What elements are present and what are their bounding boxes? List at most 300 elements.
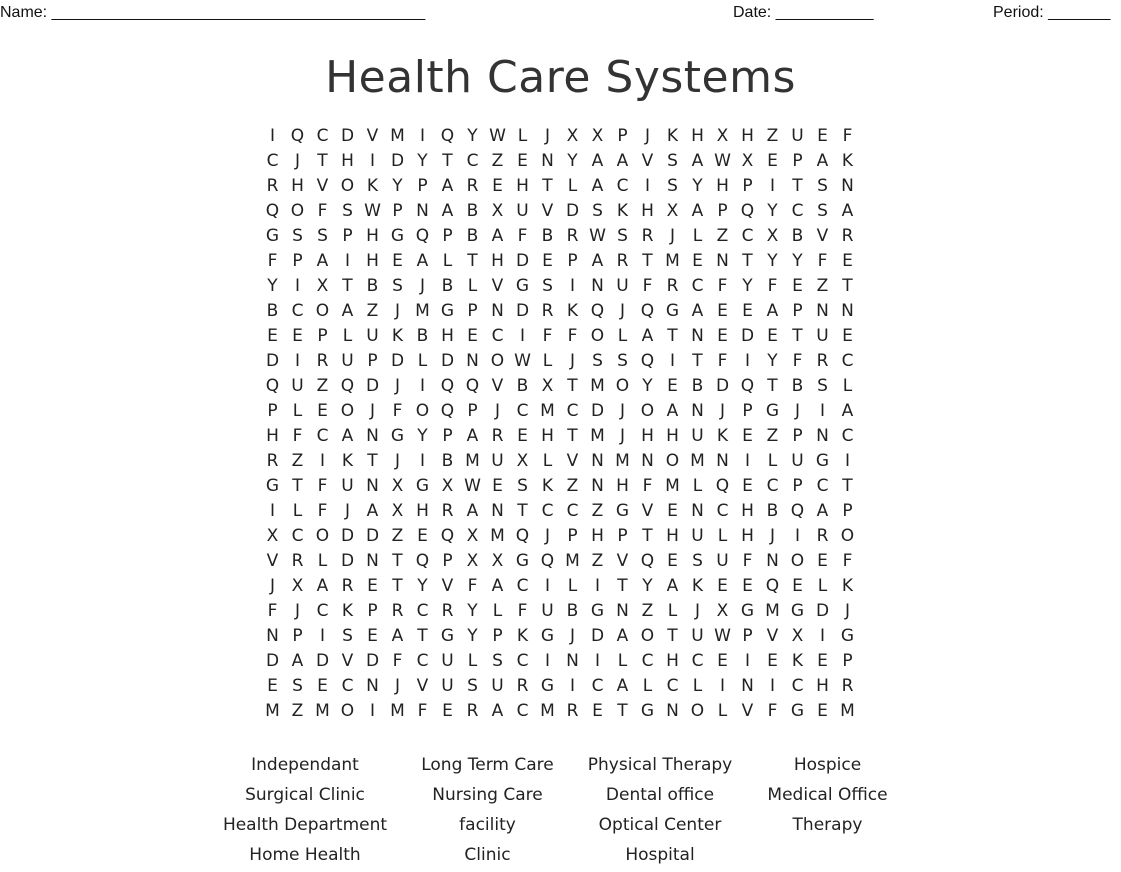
word-bank-item: Physical Therapy [587, 755, 733, 775]
word-bank-item: Hospice [793, 755, 862, 775]
grid-letter: W [514, 351, 531, 371]
grid-letter: O [290, 201, 305, 221]
grid-letter: H [741, 526, 754, 546]
grid-row [260, 399, 860, 424]
grid-letter: G [790, 701, 805, 721]
grid-letter: P [792, 301, 803, 321]
grid-letter: J [419, 276, 425, 296]
grid-letter: V [741, 701, 754, 721]
grid-row [260, 674, 860, 699]
grid-letter: I [419, 126, 425, 146]
grid-letter: C [791, 201, 804, 221]
grid-row [260, 174, 860, 199]
grid-letter: Q [740, 201, 755, 221]
grid-letter: T [767, 376, 778, 396]
grid-letter: X [516, 451, 529, 471]
grid-letter: C [516, 401, 529, 421]
grid-letter: J [394, 301, 400, 321]
grid-letter: N [716, 251, 729, 271]
grid-letter: E [717, 326, 728, 346]
grid-letter: J [769, 526, 775, 546]
grid-letter: N [366, 551, 379, 571]
grid-letter: A [341, 426, 354, 446]
grid-letter: M [565, 551, 580, 571]
word-bank-item: Surgical Clinic [245, 785, 365, 805]
grid-letter: X [391, 476, 404, 496]
grid-letter: A [591, 176, 604, 196]
grid-letter: F [742, 551, 753, 571]
grid-letter: F [767, 701, 778, 721]
grid-letter: S [692, 551, 703, 571]
grid-letter: E [667, 376, 678, 396]
grid-letter: T [617, 576, 628, 596]
grid-letter: V [816, 226, 829, 246]
grid-letter: W [489, 126, 506, 146]
grid-letter: C [516, 576, 529, 596]
grid-letter: L [292, 401, 303, 421]
grid-letter: S [592, 201, 603, 221]
grid-letter: N [491, 501, 504, 521]
grid-letter: G [540, 676, 555, 696]
grid-letter: F [717, 351, 728, 371]
grid-letter: C [566, 501, 579, 521]
grid-letter: A [491, 701, 504, 721]
grid-letter: E [267, 326, 278, 346]
grid-letter: G [515, 276, 530, 296]
grid-letter: A [291, 651, 304, 671]
grid-letter: T [617, 701, 628, 721]
grid-letter: S [517, 476, 528, 496]
grid-letter: G [790, 601, 805, 621]
grid-letter: T [392, 576, 403, 596]
grid-letter: C [266, 151, 279, 171]
grid-letter: I [369, 701, 375, 721]
grid-letter: I [594, 651, 600, 671]
grid-letter: J [394, 451, 400, 471]
grid-letter: W [714, 151, 731, 171]
grid-letter: I [594, 576, 600, 596]
word-bank-item: Independant [251, 755, 359, 775]
grid-letter: Y [742, 276, 753, 296]
grid-letter: G [815, 451, 830, 471]
grid-letter: L [817, 576, 828, 596]
grid-letter: Q [440, 401, 455, 421]
grid-letter: L [642, 676, 653, 696]
grid-letter: J [369, 401, 375, 421]
grid-letter: X [766, 226, 779, 246]
grid-letter: D [265, 351, 280, 371]
grid-letter: W [589, 226, 606, 246]
grid-letter: B [366, 276, 379, 296]
grid-letter: P [292, 626, 303, 646]
grid-letter: B [466, 226, 479, 246]
grid-letter: M [540, 701, 555, 721]
word-bank-item: Clinic [464, 845, 511, 865]
grid-letter: N [591, 451, 604, 471]
grid-letter: P [617, 126, 628, 146]
grid-letter: D [340, 126, 355, 146]
grid-letter: Z [816, 276, 829, 296]
grid-letter: N [541, 151, 554, 171]
grid-letter: C [316, 126, 329, 146]
grid-letter: C [516, 651, 529, 671]
grid-letter: I [269, 501, 275, 521]
grid-letter: V [566, 451, 579, 471]
grid-letter: H [641, 201, 654, 221]
grid-letter: C [716, 501, 729, 521]
grid-letter: Q [540, 551, 555, 571]
grid-letter: U [516, 201, 529, 221]
grid-letter: L [717, 526, 728, 546]
grid-letter: O [340, 701, 355, 721]
grid-letter: O [340, 176, 355, 196]
grid-letter: N [366, 426, 379, 446]
grid-letter: M [315, 701, 330, 721]
grid-letter: S [492, 651, 503, 671]
grid-letter: L [842, 376, 853, 396]
grid-letter: C [841, 351, 854, 371]
grid-letter: M [415, 301, 430, 321]
grid-letter: P [567, 251, 578, 271]
grid-letter: E [492, 176, 503, 196]
grid-letter: V [641, 151, 654, 171]
name-field: Name: __________________________________________ [0, 4, 426, 21]
grid-letter: E [692, 251, 703, 271]
grid-letter: N [841, 176, 854, 196]
letter-grid [260, 124, 860, 724]
grid-letter: A [466, 426, 479, 446]
grid-letter: X [466, 526, 479, 546]
grid-letter: H [541, 426, 554, 446]
grid-letter: D [590, 401, 605, 421]
grid-letter: Q [415, 226, 430, 246]
grid-letter: B [766, 501, 779, 521]
grid-letter: C [491, 326, 504, 346]
grid-letter: N [816, 426, 829, 446]
grid-letter: J [794, 401, 800, 421]
grid-letter: N [591, 476, 604, 496]
grid-letter: Q [740, 376, 755, 396]
grid-letter: Y [767, 351, 778, 371]
grid-letter: U [616, 276, 629, 296]
grid-letter: I [819, 401, 825, 421]
grid-letter: A [691, 301, 704, 321]
grid-letter: I [644, 176, 650, 196]
grid-letter: E [792, 576, 803, 596]
word-bank-item: Health Department [222, 815, 388, 835]
grid-letter: A [841, 401, 854, 421]
grid-letter: B [416, 326, 429, 346]
grid-letter: C [416, 651, 429, 671]
grid-letter: I [744, 451, 750, 471]
grid-letter: O [640, 626, 655, 646]
grid-letter: H [291, 176, 304, 196]
grid-letter: R [391, 601, 404, 621]
grid-letter: N [841, 301, 854, 321]
grid-letter: H [741, 126, 754, 146]
grid-letter: S [817, 176, 828, 196]
grid-row [260, 624, 860, 649]
grid-letter: O [615, 376, 630, 396]
grid-letter: L [617, 651, 628, 671]
grid-letter: K [366, 176, 379, 196]
grid-letter: M [390, 126, 405, 146]
grid-letter: B [566, 601, 579, 621]
grid-letter: L [517, 126, 528, 146]
grid-letter: S [617, 226, 628, 246]
grid-letter: S [817, 201, 828, 221]
grid-letter: Y [767, 201, 778, 221]
grid-letter: B [791, 226, 804, 246]
grid-letter: I [669, 351, 675, 371]
grid-letter: G [590, 601, 605, 621]
grid-letter: X [716, 126, 729, 146]
grid-letter: P [617, 526, 628, 546]
grid-row [260, 524, 860, 549]
grid-letter: U [816, 326, 829, 346]
grid-letter: P [467, 301, 478, 321]
grid-letter: R [266, 176, 279, 196]
grid-letter: O [790, 551, 805, 571]
grid-letter: L [467, 651, 478, 671]
grid-letter: R [666, 276, 679, 296]
grid-letter: C [591, 676, 604, 696]
grid-letter: L [692, 226, 703, 246]
grid-letter: G [765, 401, 780, 421]
grid-letter: J [569, 626, 575, 646]
period-field: Period: _______ [993, 4, 1111, 21]
grid-letter: R [516, 676, 529, 696]
grid-letter: F [317, 476, 328, 496]
grid-letter: Z [591, 551, 604, 571]
grid-letter: Z [391, 526, 404, 546]
grid-letter: F [792, 351, 803, 371]
grid-letter: E [492, 476, 503, 496]
grid-letter: E [317, 401, 328, 421]
grid-letter: H [266, 426, 279, 446]
grid-letter: A [641, 326, 654, 346]
grid-letter: B [516, 376, 529, 396]
grid-row [260, 349, 860, 374]
grid-letter: D [565, 201, 580, 221]
grid-letter: X [291, 576, 304, 596]
grid-letter: U [291, 376, 304, 396]
grid-letter: A [691, 151, 704, 171]
grid-letter: R [441, 601, 454, 621]
word-bank-item: Dental office [605, 785, 715, 805]
grid-letter: E [667, 501, 678, 521]
word-bank-item: Therapy [792, 815, 863, 835]
grid-letter: C [466, 151, 479, 171]
grid-letter: N [641, 451, 654, 471]
grid-letter: L [767, 451, 778, 471]
grid-letter: U [341, 476, 354, 496]
grid-letter: K [841, 151, 854, 171]
grid-letter: A [441, 176, 454, 196]
date-field: Date: ___________ [733, 4, 874, 21]
grid-letter: N [416, 201, 429, 221]
grid-letter: F [842, 551, 853, 571]
grid-letter: A [316, 251, 329, 271]
grid-letter: S [342, 626, 353, 646]
grid-letter: A [766, 301, 779, 321]
word-bank-item: Medical Office [767, 785, 888, 805]
grid-letter: M [665, 476, 680, 496]
grid-letter: C [291, 301, 304, 321]
grid-letter: A [616, 151, 629, 171]
grid-letter: N [566, 651, 579, 671]
grid-letter: I [569, 676, 575, 696]
grid-letter: L [717, 701, 728, 721]
grid-letter: H [666, 651, 679, 671]
grid-letter: T [517, 501, 528, 521]
grid-letter: E [742, 576, 753, 596]
grid-letter: R [816, 351, 829, 371]
grid-letter: X [441, 476, 454, 496]
grid-letter: A [816, 501, 829, 521]
grid-letter: U [791, 451, 804, 471]
grid-letter: F [317, 201, 328, 221]
grid-letter: S [542, 276, 553, 296]
grid-letter: P [292, 251, 303, 271]
grid-letter: P [367, 601, 378, 621]
grid-letter: X [791, 626, 804, 646]
grid-letter: R [641, 226, 654, 246]
grid-letter: Y [467, 626, 478, 646]
grid-letter: Q [340, 376, 355, 396]
grid-letter: P [442, 551, 453, 571]
grid-letter: H [491, 251, 504, 271]
grid-letter: Z [716, 226, 729, 246]
grid-letter: I [544, 576, 550, 596]
grid-letter: N [766, 551, 779, 571]
grid-row [260, 574, 860, 599]
grid-letter: E [542, 251, 553, 271]
grid-letter: F [392, 651, 403, 671]
grid-letter: T [667, 326, 678, 346]
grid-letter: Q [265, 201, 280, 221]
grid-letter: E [417, 526, 428, 546]
grid-row [260, 199, 860, 224]
grid-letter: P [742, 401, 753, 421]
grid-row [260, 499, 860, 524]
grid-letter: U [366, 326, 379, 346]
grid-letter: E [292, 326, 303, 346]
grid-letter: N [366, 476, 379, 496]
grid-letter: U [441, 651, 454, 671]
grid-letter: E [442, 701, 453, 721]
grid-letter: S [617, 351, 628, 371]
grid-letter: R [466, 701, 479, 721]
grid-letter: J [294, 601, 300, 621]
grid-letter: I [794, 526, 800, 546]
word-bank-item: Hospital [625, 845, 695, 865]
grid-letter: D [515, 251, 530, 271]
grid-letter: I [819, 626, 825, 646]
grid-letter: F [392, 401, 403, 421]
grid-letter: P [267, 401, 278, 421]
grid-letter: Z [641, 601, 654, 621]
grid-letter: C [691, 276, 704, 296]
grid-letter: F [567, 326, 578, 346]
grid-letter: Y [792, 251, 803, 271]
grid-letter: J [619, 401, 625, 421]
grid-letter: S [292, 676, 303, 696]
grid-row [260, 224, 860, 249]
grid-letter: L [467, 276, 478, 296]
grid-letter: K [841, 576, 854, 596]
grid-letter: M [465, 451, 480, 471]
grid-letter: P [842, 501, 853, 521]
grid-row [260, 299, 860, 324]
grid-letter: K [341, 601, 354, 621]
grid-letter: A [341, 301, 354, 321]
grid-letter: J [394, 676, 400, 696]
grid-letter: C [341, 676, 354, 696]
grid-letter: T [567, 376, 578, 396]
grid-letter: I [769, 176, 775, 196]
grid-letter: K [716, 426, 729, 446]
grid-letter: Y [567, 151, 578, 171]
grid-letter: U [441, 676, 454, 696]
grid-letter: Y [642, 576, 653, 596]
grid-letter: L [617, 326, 628, 346]
grid-letter: J [669, 226, 675, 246]
grid-letter: T [642, 526, 653, 546]
grid-letter: G [440, 626, 455, 646]
grid-letter: B [266, 301, 279, 321]
grid-letter: A [316, 576, 329, 596]
grid-row [260, 124, 860, 149]
grid-letter: H [416, 501, 429, 521]
grid-letter: A [466, 501, 479, 521]
grid-letter: A [616, 676, 629, 696]
grid-letter: I [744, 351, 750, 371]
grid-letter: I [419, 376, 425, 396]
grid-letter: F [467, 576, 478, 596]
grid-letter: R [816, 526, 829, 546]
grid-letter: Z [491, 151, 504, 171]
grid-letter: V [266, 551, 279, 571]
grid-letter: L [667, 601, 678, 621]
grid-letter: X [491, 201, 504, 221]
grid-letter: A [416, 251, 429, 271]
grid-letter: T [642, 251, 653, 271]
grid-letter: V [441, 576, 454, 596]
grid-letter: G [840, 626, 855, 646]
grid-letter: D [265, 651, 280, 671]
grid-letter: E [817, 651, 828, 671]
grid-letter: U [341, 351, 354, 371]
grid-letter: R [616, 251, 629, 271]
grid-letter: Q [715, 476, 730, 496]
grid-letter: M [265, 701, 280, 721]
grid-row [260, 274, 860, 299]
grid-letter: X [666, 201, 679, 221]
grid-letter: N [691, 326, 704, 346]
grid-letter: Z [366, 301, 379, 321]
grid-letter: B [441, 451, 454, 471]
grid-letter: P [467, 401, 478, 421]
grid-letter: J [544, 126, 550, 146]
grid-letter: E [317, 676, 328, 696]
grid-letter: B [441, 276, 454, 296]
grid-letter: J [694, 601, 700, 621]
grid-letter: N [491, 301, 504, 321]
grid-letter: P [717, 201, 728, 221]
grid-letter: E [717, 576, 728, 596]
grid-letter: V [366, 126, 379, 146]
